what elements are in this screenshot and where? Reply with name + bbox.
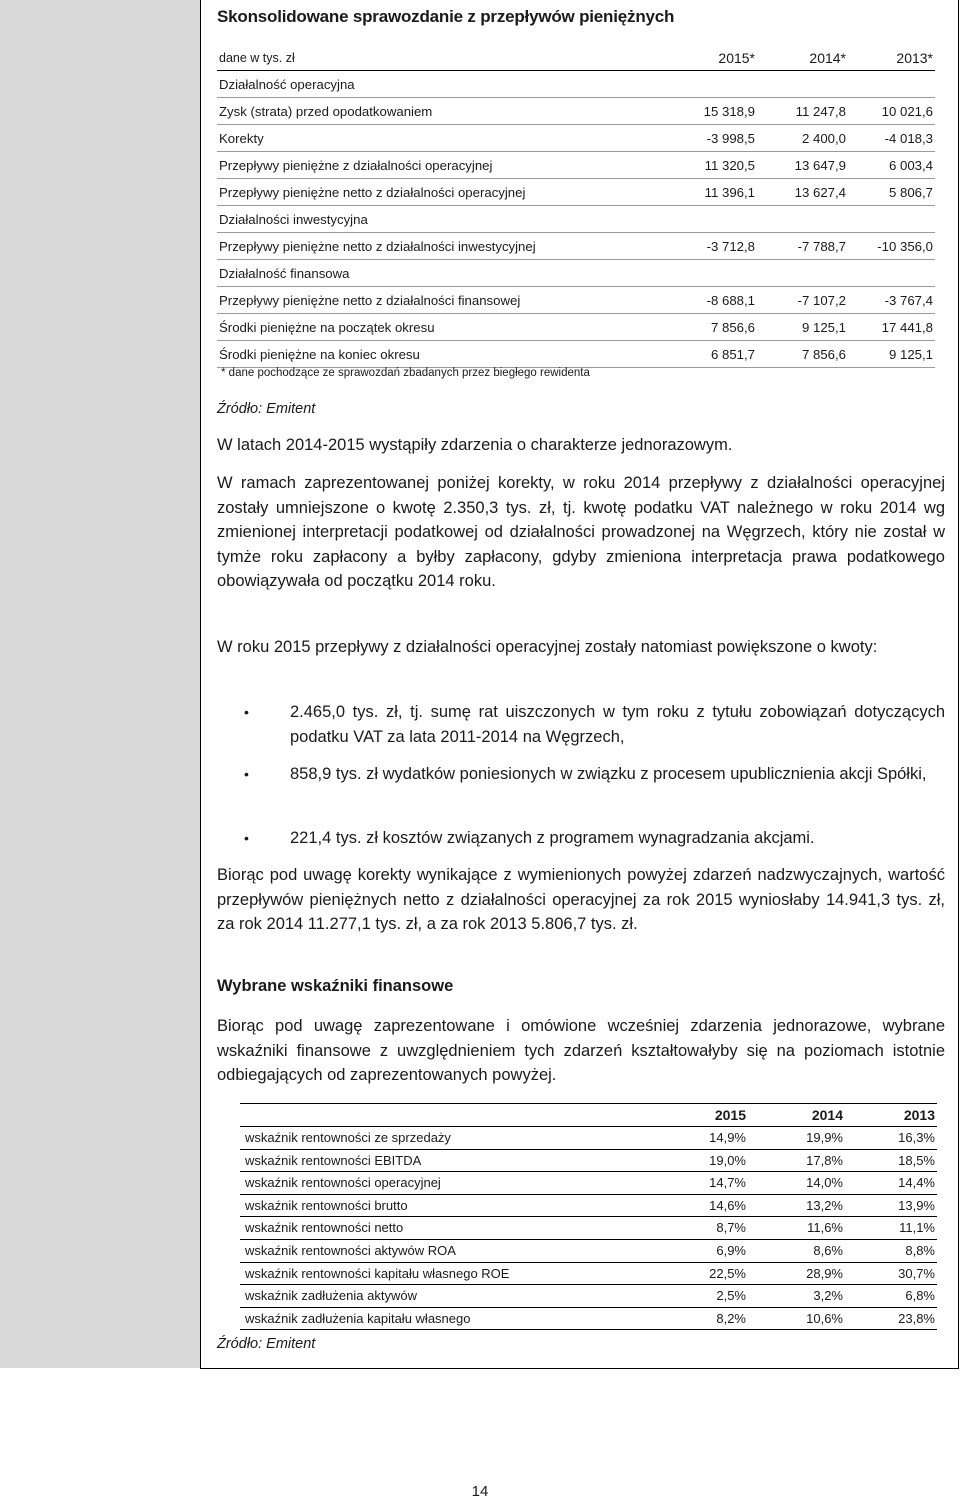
row-value: 10,6% [806,1310,843,1326]
row-value: -3 998,5 [706,131,755,146]
bullet-icon: • [244,830,249,846]
row-value: 11 247,8 [795,104,846,119]
row-label: wskaźnik rentowności aktywów ROA [245,1242,456,1258]
row-value: 6,9% [716,1242,746,1258]
row-value: 19,9% [806,1130,843,1145]
source-note: Źródło: Emitent [217,401,316,417]
row-label: Działalności inwestycyjna [219,212,368,227]
table-row [240,1195,937,1218]
row-value: 9 125,1 [802,320,846,335]
paragraph: W latach 2014-2015 wystąpiły zdarzenia o charakterze jednorazowym. [217,436,733,454]
row-value: 8,7% [716,1220,746,1236]
table-row [240,1150,937,1173]
paragraph: W roku 2015 przepływy z działalności operacyjnej zostały natomiast powiększone o kwoty: [217,638,878,656]
row-label: Środki pieniężne na początek okresu [219,320,435,335]
row-value: 13,2% [806,1197,843,1213]
table-row [240,1285,937,1308]
page-number: 14 [471,1483,489,1500]
row-value: -8 688,1 [706,293,755,308]
row-value: 13,9% [898,1197,935,1213]
row-value: 19,0% [709,1152,746,1168]
row-value: 16,3% [898,1130,935,1145]
table-row [217,98,935,125]
bullet-item [244,826,945,851]
row-value: 8,6% [813,1242,843,1258]
paragraph: Biorąc pod uwagę korekty wynikające z wymienionych powyżej zdarzeń nadzwyczajnych, wartość przepływów pieniężnych netto z działalności operacyjnej za rok 2015 wyniosłaby 14.941,3 tys. zł, za rok 2014 11.277,1 tys. zł, a za rok 2013 5.806,7 tys. zł. [217,866,945,933]
ratios-table [240,1103,937,1330]
row-value: 6,8% [905,1288,935,1304]
table-row [240,1263,937,1286]
row-value: 7 856,6 [711,320,755,335]
row-value: 2 400,0 [802,131,846,146]
table-row [217,314,935,341]
row-value: -4 018,3 [884,131,933,146]
row-value: 11 320,5 [704,158,755,173]
row-value: 17 441,8 [881,320,933,335]
row-value: 14,7% [709,1175,746,1191]
row-value: 17,8% [806,1152,843,1168]
table-row [217,233,935,260]
cash-flow-header [217,44,935,71]
table-row [217,206,935,233]
bullet-item [244,762,945,787]
subheading: Wybrane wskaźniki finansowe [217,977,454,995]
row-label: Zysk (strata) przed opodatkowaniem [219,104,433,119]
paragraph: Biorąc pod uwagę zaprezentowane i omówione wcześniej zdarzenia jednorazowe, wybrane wskaźniki finansowe z uwzględnieniem tych zdarzeń kształtowałyby się na poziomach istotnie odbiegających od zaprezentowanych powyżej. [217,1017,945,1084]
row-value: -3 712,8 [706,239,755,254]
row-value: 28,9% [806,1265,843,1281]
row-value: 30,7% [898,1265,935,1281]
row-value: 18,5% [898,1152,935,1168]
row-label: Działalność finansowa [219,266,350,281]
row-value: 10 021,6 [881,104,933,119]
cash-flow-table [217,44,935,368]
unit-label: dane w tys. zł [219,51,295,65]
row-value: 13 647,9 [794,158,846,173]
table-row [240,1217,937,1240]
table-row [217,125,935,152]
row-value: 11,1% [899,1220,935,1236]
bullet-text: 221,4 tys. zł kosztów związanych z programem wynagradzania akcjami. [290,829,815,847]
row-value: 3,2% [813,1288,843,1304]
table-row [240,1172,937,1195]
row-value: 14,6% [709,1197,746,1213]
column-header: 2013* [896,50,933,66]
row-value: 14,0% [806,1175,843,1191]
row-value: 15 318,9 [703,104,755,119]
row-label: Przepływy pieniężne netto z działalności finansowej [219,293,521,308]
table-row [217,341,935,368]
table-row [240,1240,937,1263]
row-label: Działalność operacyjna [219,77,355,92]
row-value: -3 767,4 [884,293,933,308]
row-label: wskaźnik zadłużenia kapitału własnego [245,1310,471,1326]
table-row [240,1127,937,1150]
row-value: -10 356,0 [877,239,933,254]
column-header: 2013 [903,1107,935,1123]
row-label: Środki pieniężne na koniec okresu [219,347,420,362]
bullet-text: 858,9 tys. zł wydatków poniesionych w związku z procesem upublicznienia akcji Spółki, [290,765,927,783]
row-label: wskaźnik rentowności ze sprzedaży [245,1130,451,1145]
row-label: Korekty [219,131,264,146]
row-label: wskaźnik rentowności kapitału własnego ROE [245,1265,510,1281]
row-value: 22,5% [709,1265,746,1281]
row-value: 8,8% [905,1242,935,1258]
table-row [217,287,935,314]
row-value: 14,9% [709,1130,746,1145]
row-label: wskaźnik zadłużenia aktywów [245,1288,417,1304]
table-row [217,260,935,287]
row-value: 9 125,1 [889,347,933,362]
column-header: 2015* [718,50,755,66]
row-value: 11,6% [807,1220,843,1236]
row-value: 13 627,4 [794,185,846,200]
column-header: 2014 [811,1107,843,1123]
paragraph: W ramach zaprezentowanej poniżej korekty, w roku 2014 przepływy z działalności operacyjnej zostały umniejszone o kwotę 2.350,3 tys. zł, tj. kwotę podatku VAT należnego w roku 2014 wg zmienionej interpretacji podatkowej od działalności prowadzonej na Węgrzech, który nie został w tymże roku zapłacony a byłby zapłacony, gdyby zmieniona interpretacja prawa podatkowego obowiązywała od początku 2014 roku. [217,474,945,590]
row-value: 7 856,6 [802,347,846,362]
row-value: 6 851,7 [711,347,755,362]
row-label: wskaźnik rentowności EBITDA [245,1152,422,1168]
cash-flow-footnote: * dane pochodzące ze sprawozdań zbadanych przez biegłego rewidenta [221,367,590,379]
source-note: Źródło: Emitent [217,1336,316,1352]
row-value: -7 788,7 [797,239,846,254]
column-header: 2015 [714,1107,746,1123]
table-row [240,1308,937,1331]
bullet-text: 2.465,0 tys. zł, tj. sumę rat uiszczonych w tym roku z tytułu zobowiązań dotyczących podatku VAT za lata 2011-2014 na Węgrzech, [290,703,945,746]
row-value: 6 003,4 [889,158,933,173]
row-label: wskaźnik rentowności netto [245,1220,404,1236]
row-label: wskaźnik rentowności brutto [245,1197,408,1213]
row-value: 11 396,1 [704,185,755,200]
row-value: 14,4% [898,1175,935,1191]
row-value: 5 806,7 [889,185,933,200]
table-row [217,179,935,206]
column-header: 2014* [809,50,846,66]
table-row [217,152,935,179]
table-row [217,71,935,98]
bullet-item [244,700,945,749]
ratios-header [240,1103,937,1127]
bullet-icon: • [244,766,249,782]
row-value: -7 107,2 [797,293,846,308]
row-value: 23,8% [898,1310,935,1326]
section-title: Skonsolidowane sprawozdanie z przepływów pieniężnych [217,7,675,26]
row-label: wskaźnik rentowności operacyjnej [245,1175,441,1191]
row-label: Przepływy pieniężne z działalności operacyjnej [219,158,493,173]
row-label: Przepływy pieniężne netto z działalności inwestycyjnej [219,239,536,254]
row-label: Przepływy pieniężne netto z działalności operacyjnej [219,185,526,200]
left-margin-bar [0,0,201,1368]
row-value: 2,5% [716,1288,746,1304]
bullet-icon: • [244,704,249,720]
row-value: 8,2% [716,1310,746,1326]
